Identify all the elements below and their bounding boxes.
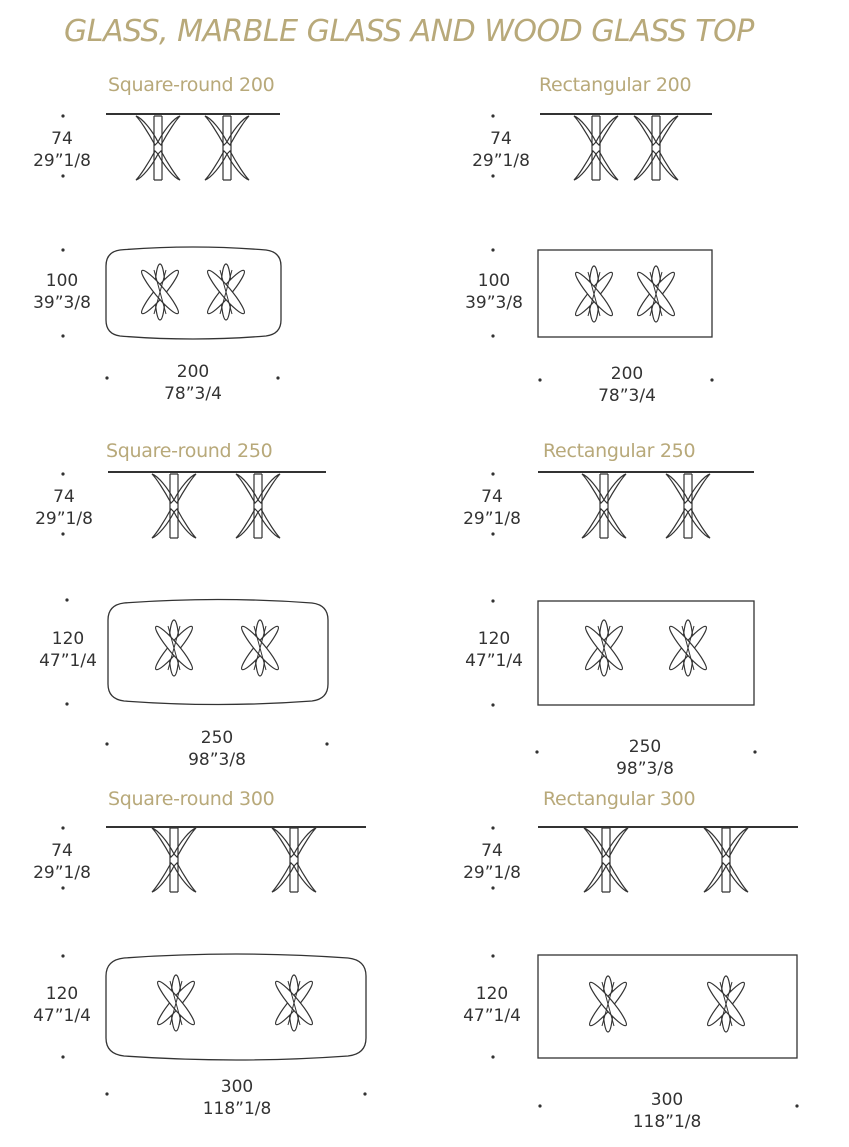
length-dimension: 200 78”3/4 [164, 362, 222, 404]
plan-view-rectangular-250 [538, 601, 754, 705]
plan-view-square-round-200 [106, 247, 281, 339]
depth-dimension: 120 47”1/4 [33, 984, 91, 1026]
table-label-square-round-250: Square-round 250 [106, 440, 273, 462]
dimension-dots [61, 114, 798, 1107]
plan-view-square-round-250 [108, 600, 328, 705]
height-dimension: 74 29”1/8 [472, 129, 530, 171]
height-dimension: 74 29”1/8 [33, 129, 91, 171]
height-dimension: 74 29”1/8 [463, 841, 521, 883]
length-dimension: 250 98”3/8 [616, 737, 674, 779]
depth-dimension: 100 39”3/8 [465, 271, 523, 313]
side-view-square-round-250 [108, 472, 326, 538]
plan-view-rectangular-200 [538, 250, 712, 337]
depth-dimension: 120 47”1/4 [465, 629, 523, 671]
depth-dimension: 120 47”1/4 [39, 629, 97, 671]
length-dimension: 250 98”3/8 [188, 728, 246, 770]
side-view-rectangular-250 [538, 472, 754, 538]
plan-view-rectangular-300 [538, 955, 797, 1058]
height-dimension: 74 29”1/8 [33, 841, 91, 883]
side-view-rectangular-200 [540, 114, 712, 180]
table-label-square-round-300: Square-round 300 [108, 788, 275, 810]
page-title: GLASS, MARBLE GLASS AND WOOD GLASS TOP [64, 14, 754, 49]
height-dimension: 74 29”1/8 [35, 487, 93, 529]
depth-dimension: 100 39”3/8 [33, 271, 91, 313]
plan-view-square-round-300 [106, 954, 366, 1060]
side-view-square-round-300 [106, 827, 366, 892]
depth-dimension: 120 47”1/4 [463, 984, 521, 1026]
length-dimension: 300 118”1/8 [632, 1090, 702, 1132]
table-label-rectangular-250: Rectangular 250 [543, 440, 696, 462]
table-label-rectangular-200: Rectangular 200 [539, 74, 692, 96]
side-view-square-round-200 [106, 114, 280, 180]
length-dimension: 200 78”3/4 [598, 364, 656, 406]
length-dimension: 300 118”1/8 [202, 1077, 272, 1119]
height-dimension: 74 29”1/8 [463, 487, 521, 529]
side-view-rectangular-300 [538, 827, 798, 892]
table-label-square-round-200: Square-round 200 [108, 74, 275, 96]
table-label-rectangular-300: Rectangular 300 [543, 788, 696, 810]
